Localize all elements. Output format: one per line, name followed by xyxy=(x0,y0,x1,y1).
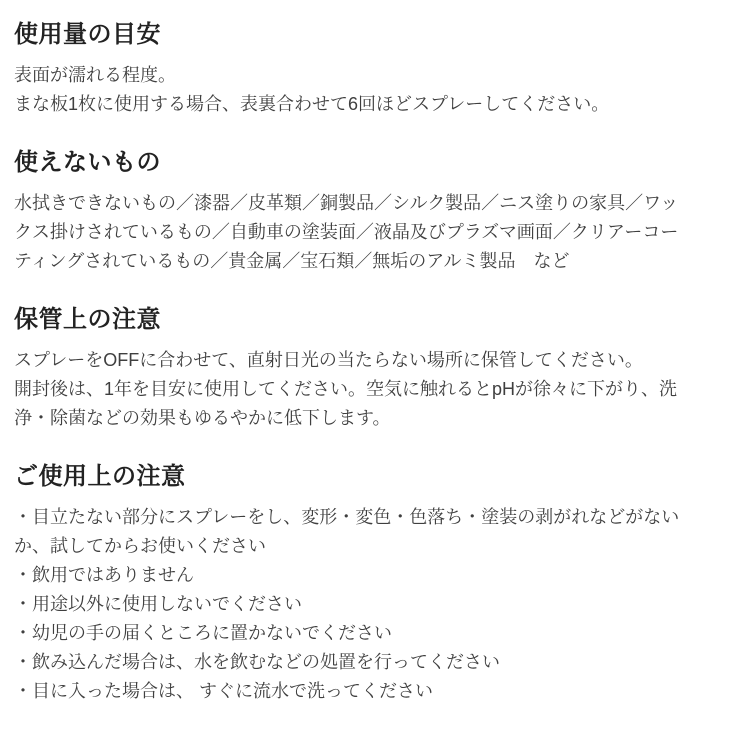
section-usage-amount-heading: 使用量の目安 xyxy=(14,21,161,48)
section-unusable-items xyxy=(14,147,726,276)
bullet-line: ・目立たない部分にスプレーをし、変形・変色・色落ち・塗装の剥がれなどがない xyxy=(14,507,680,527)
text-line: まな板1枚に使用する場合、表裏合わせて6回ほどスプレーしてください。 xyxy=(14,94,610,114)
bullet-line: ・飲み込んだ場合は、水を飲むなどの処置を行ってください xyxy=(14,652,500,672)
section-usage-precautions-body xyxy=(14,503,726,706)
bullet-line: ・用途以外に使用しないでください xyxy=(14,594,302,614)
text-line: スプレーをOFFに合わせて、直射日光の当たらない場所に保管してください。 xyxy=(14,350,643,370)
section-usage-precautions-heading: ご使用上の注意 xyxy=(14,463,186,490)
section-unusable-items-body xyxy=(14,189,726,276)
text-line: ティングされているもの／貴金属／宝石類／無垢のアルミ製品 など xyxy=(14,251,570,271)
bullet-line-continuation: か、試してからお使いください xyxy=(14,536,266,556)
section-unusable-items-heading: 使えないもの xyxy=(14,149,161,176)
section-storage-precautions xyxy=(14,304,726,433)
section-storage-precautions-body xyxy=(14,346,726,433)
section-usage-amount-body xyxy=(14,61,726,119)
bullet-line: ・幼児の手の届くところに置かないでください xyxy=(14,623,392,643)
section-storage-precautions-heading: 保管上の注意 xyxy=(14,306,161,333)
section-usage-amount xyxy=(14,19,726,119)
text-line: 浄・除菌などの効果もゆるやかに低下します。 xyxy=(14,408,391,428)
text-line: 表面が濡れる程度。 xyxy=(14,65,176,85)
bullet-line: ・飲用ではありません xyxy=(14,565,194,585)
section-usage-precautions xyxy=(14,461,726,706)
text-line: 水拭きできないもの／漆器／皮革類／銅製品／シルク製品／ニス塗りの家具／ワッ xyxy=(14,193,679,213)
bullet-line: ・目に入った場合は、 すぐに流水で洗ってください xyxy=(14,681,433,701)
text-line: クス掛けされているもの／自動車の塗装面／液晶及びプラズマ画面／クリアーコー xyxy=(14,222,679,242)
text-line: 開封後は、1年を目安に使用してください。空気に触れるとpHが徐々に下がり、洗 xyxy=(14,379,678,399)
